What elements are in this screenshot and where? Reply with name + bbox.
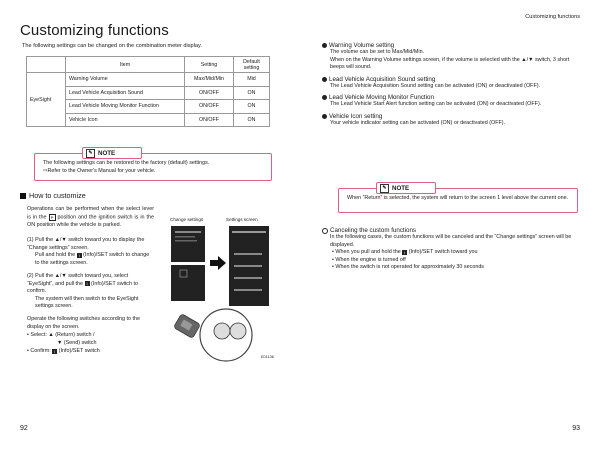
table-cell: ON/OFF — [185, 113, 234, 127]
table-header-item: Item — [66, 57, 185, 73]
cancel-bullet: • When the engine is turned off — [332, 256, 406, 263]
cancel-bullet — [322, 249, 584, 257]
note-pencil-icon: ✎ — [86, 149, 95, 158]
cancel-title: Canceling the custom functions — [330, 227, 416, 234]
circle-bullet-icon — [322, 228, 328, 234]
table-header-blank — [27, 57, 66, 73]
howto-body — [27, 206, 154, 229]
howto-p1b: position and the ignition switch is in the ON position while the vehicle is parked. — [27, 214, 155, 228]
section-moving-monitor — [322, 94, 582, 101]
info-switch-icon: i — [402, 250, 407, 255]
cancel-heading — [322, 227, 584, 234]
step2-b: switch toward you, select “EyeSight”, and pull the — [27, 273, 129, 287]
howto-p1: Operations can be performed when the select lever is in the — [27, 206, 154, 221]
table-row — [27, 73, 270, 87]
table-cell: ON — [234, 113, 270, 127]
step1-d: (Info)/SET switch to change to the settings screen. — [35, 252, 150, 266]
step-2 — [27, 273, 154, 311]
page-title: Customizing functions — [20, 22, 169, 39]
figure-code: E01136 — [261, 355, 274, 359]
howto-heading: How to customize — [29, 191, 86, 200]
note-line: The following settings can be restored to the factory (default) settings. — [43, 160, 210, 166]
table-cell: ON — [234, 100, 270, 114]
select-label: • Select: — [27, 332, 47, 338]
note-line: ⇨Refer to the Owner's Manual for your vehicle. — [43, 168, 156, 174]
section-body: The Lead Vehicle Acquisition Sound setting can be activated (ON) or deactivated (OFF). — [330, 82, 541, 89]
note-text: When “Return” is selected, the system will return to the screen 1 level above the current one. — [347, 195, 569, 201]
cancel-body: In the following cases, the custom functions will be canceled and the “Change settings” screen will be displayed. — [330, 234, 572, 248]
figure-label-settings: Settings screen — [226, 217, 258, 222]
bullet-dot-icon — [322, 95, 327, 100]
info-switch-icon: i — [77, 253, 82, 258]
section-title: Lead Vehicle Moving Monitor Function — [329, 94, 434, 102]
bullet-dot-icon — [322, 114, 327, 119]
section-title: Warning Volume setting — [329, 42, 395, 49]
section-body-2b: switch, 3 short beeps will sound. — [330, 56, 570, 71]
section-body: The volume can be set to Max/Mid/Min. — [330, 49, 425, 55]
down-arrow-icon: ▼ — [57, 339, 63, 346]
section-heading — [20, 191, 86, 200]
operate-text: Operate the following switches according to the display on the screen. — [27, 316, 140, 330]
running-title: Customizing functions — [525, 14, 580, 20]
cancel-bullet-1b: (Info)/SET switch toward you — [408, 249, 478, 256]
table-cell: Lead Vehicle Moving Monitor Function — [66, 100, 185, 114]
step-1 — [27, 237, 154, 267]
confirm-line — [27, 348, 154, 356]
bullet-dot-icon — [322, 77, 327, 82]
step2-d: The system will then switch to the EyeSight settings screen. — [35, 295, 139, 310]
figure — [166, 213, 276, 368]
square-bullet-icon — [20, 193, 26, 199]
table-cell: Max/Mid/Min — [185, 73, 234, 87]
note-box — [338, 188, 578, 213]
note-tab — [82, 147, 142, 159]
table-header-default: Default setting — [234, 57, 270, 73]
table-cell: Vehicle Icon — [66, 113, 185, 127]
bullet-dot-icon — [322, 43, 327, 48]
select-line — [27, 332, 154, 347]
page-number-right: 93 — [572, 425, 580, 432]
park-p-icon: P — [49, 214, 56, 221]
note-tab — [376, 182, 436, 194]
select-send: (Send) switch — [63, 339, 97, 346]
section-title: Lead Vehicle Acquisition Sound setting — [329, 75, 436, 83]
section-warning-volume — [322, 42, 582, 49]
info-switch-icon: i — [85, 281, 90, 286]
step1-a: (1) Pull the — [27, 237, 54, 243]
note-box — [34, 153, 272, 181]
step2-a: (2) Pull the — [27, 273, 54, 279]
figure-illustration — [166, 213, 276, 368]
note-pencil-icon: ✎ — [380, 184, 389, 193]
step2-c: (Info)/SET switch to confirm. — [27, 280, 138, 295]
cancel-bullet: • When the switch is not operated for approximately 30 seconds — [332, 264, 485, 271]
note-label: NOTE — [98, 149, 116, 157]
up-down-switch-icon: ▲/▼ — [54, 237, 67, 243]
right-sections — [322, 42, 582, 128]
section-body-2a: When on the Warning Volume settings screen, if the volume is selected with the — [330, 56, 520, 63]
table-cell: ON/OFF — [185, 100, 234, 114]
page-number-left: 92 — [20, 425, 28, 432]
section-body: Your vehicle indicator setting can be activated (ON) or deactivated (OFF). — [330, 119, 506, 126]
table-cell: Mid — [234, 73, 270, 87]
table-header-setting: Setting — [185, 57, 234, 73]
section-title: Vehicle Icon setting — [329, 112, 383, 120]
table-cell: ON — [234, 86, 270, 100]
table-cell: ON/OFF — [185, 86, 234, 100]
note-label: NOTE — [392, 184, 410, 192]
section-vehicle-icon — [322, 113, 582, 120]
up-down-switch-icon: ▲/▼ — [521, 56, 534, 63]
settings-table — [26, 56, 270, 127]
intro-text: The following settings can be changed on the combination meter display. — [22, 43, 202, 49]
figure-label-change: Change settings — [170, 217, 204, 222]
confirm-info: (Info)/SET switch — [58, 348, 100, 354]
table-group-eyesight: EyeSight — [27, 73, 66, 127]
table-cell: Warning Volume — [66, 73, 185, 87]
cancel-bullet-1a: • When you pull and hold the — [332, 249, 401, 256]
section-acquisition — [322, 76, 582, 83]
info-switch-icon: i — [52, 349, 57, 354]
step1-c: Pull and hold the — [35, 252, 76, 259]
right-arrow-icon — [210, 256, 226, 270]
table-cell: Lead Vehicle Acquisition Sound — [66, 86, 185, 100]
select-return: (Return) switch / — [55, 332, 95, 338]
up-arrow-icon: ▲ — [48, 332, 54, 338]
section-body: The Lead Vehicle Start Alert function setting can be activated (ON) or deactivated (OFF). — [330, 101, 542, 108]
step1-b: switch toward you to display the “Change settings” screen. — [27, 237, 145, 251]
section-body-2 — [322, 57, 582, 72]
confirm-label: • Confirm: — [27, 348, 51, 354]
cancel-section — [322, 227, 584, 272]
up-down-switch-icon: ▲/▼ — [54, 273, 67, 279]
table-header-row — [27, 57, 270, 73]
change-settings-screen-2 — [171, 265, 205, 301]
